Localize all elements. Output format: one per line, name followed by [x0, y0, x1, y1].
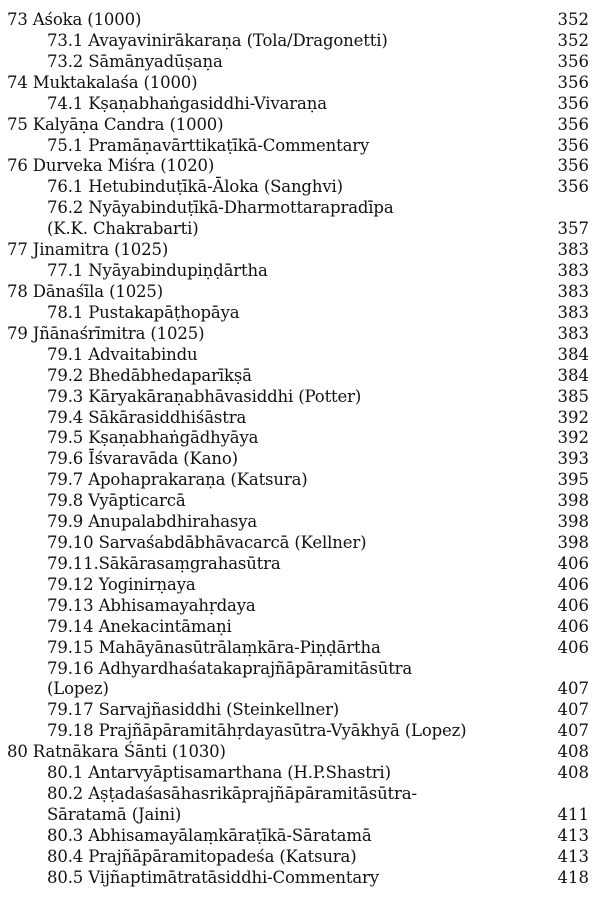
toc-entry	[0, 260, 600, 281]
toc-page-number: 384	[557, 365, 589, 385]
toc-title: 73 Aśoka (1000)	[7, 10, 142, 29]
toc-entry	[0, 135, 600, 156]
toc-entry	[0, 553, 600, 574]
toc-title: 79 Jñānaśrīmitra (1025)	[7, 323, 205, 343]
toc-entry	[0, 51, 600, 72]
toc-title: 79.3 Kāryakāraṇabhāvasiddhi (Potter)	[47, 386, 362, 406]
toc-page-number: 406	[557, 595, 589, 615]
toc-title: 77.1 Nyāyabindupiṇḍārtha	[47, 261, 268, 280]
toc-entry	[0, 699, 600, 720]
toc-chapter	[0, 239, 600, 260]
toc-page-number: 392	[557, 428, 589, 448]
toc-page-number: 392	[557, 407, 589, 427]
toc-entry	[0, 804, 600, 825]
toc-title: 73.1 Avayavinirākaraṇa (Tola/Dragonetti)	[47, 30, 388, 50]
toc-title: 79.11.Sākārasaṃgrahasūtra	[47, 553, 281, 573]
toc-page-number: 413	[557, 846, 589, 866]
toc-chapter	[0, 281, 600, 302]
toc-title: 76 Durveka Miśra (1020)	[7, 156, 215, 176]
toc-title: 79.12 Yoginirṇaya	[47, 574, 196, 594]
toc-title: 78.1 Pustakapāṭhopāya	[47, 302, 240, 322]
toc-page-number: 383	[557, 261, 589, 280]
toc-page-number: 407	[557, 679, 589, 699]
toc-entry	[0, 176, 600, 197]
toc-page-number: 383	[557, 323, 589, 343]
toc-title: 79.8 Vyāpticarcā	[47, 491, 186, 511]
toc-title: 80.1 Antarvyāptisamarthana (H.P.Shastri)	[47, 763, 391, 783]
toc-page-number: 398	[557, 491, 589, 511]
toc-page-number: 393	[557, 449, 589, 469]
toc-title: 80.2 Aṣṭadaśasāhasrikāprajñāpāramitāsūtra-	[47, 784, 417, 803]
toc-page-number: 406	[557, 574, 589, 594]
toc-entry	[0, 427, 600, 448]
toc-entry	[0, 30, 600, 51]
toc-page-number: 384	[557, 344, 589, 364]
toc-entry	[0, 720, 600, 741]
toc-page-number: 407	[557, 700, 589, 720]
toc-page-number: 356	[557, 156, 589, 176]
toc-entry	[0, 595, 600, 616]
toc-page-number: 356	[557, 51, 589, 71]
toc-title: 79.14 Anekacintāmaṇi	[47, 616, 232, 636]
toc-page-number: 407	[557, 721, 589, 741]
toc-entry	[0, 365, 600, 386]
toc-page-number: 356	[557, 114, 589, 134]
toc-entry	[0, 846, 600, 867]
toc-chapter	[0, 323, 600, 344]
toc-entry	[0, 469, 600, 490]
toc-entry	[0, 302, 600, 323]
toc-entry	[0, 407, 600, 428]
toc-title: 79.18 Prajñāpāramitāhṛdayasūtra-Vyākhyā (Lopez)	[47, 721, 467, 741]
toc-title: 80.5 Vijñaptimātratāsiddhi-Commentary	[47, 867, 379, 887]
toc-title: 79.7 Apohaprakaraṇa (Katsura)	[47, 470, 308, 490]
toc-page-number: 398	[557, 533, 589, 552]
toc-entry	[0, 386, 600, 407]
toc-title: 79.15 Mahāyānasūtrālaṃkāra-Piṇḍārtha	[47, 637, 381, 657]
toc-entry	[0, 532, 600, 553]
toc-title: 79.9 Anupalabdhirahasya	[47, 512, 258, 532]
toc-entry	[0, 344, 600, 365]
toc-title: 74 Muktakalaśa (1000)	[7, 72, 198, 92]
toc-page-number: 385	[557, 386, 589, 406]
toc-title: 79.10 Sarvaśabdābhāvacarcā (Kellner)	[47, 533, 367, 552]
toc-title: 79.13 Abhisamayahṛdaya	[47, 595, 256, 615]
toc-page-number: 383	[557, 282, 589, 301]
toc-title: 79.17 Sarvajñasiddhi (Steinkellner)	[47, 700, 340, 720]
toc-page-number: 356	[557, 177, 589, 197]
toc-entry	[0, 574, 600, 595]
toc-title: 79.16 Adhyardhaśatakaprajñāpāramitāsūtra	[47, 658, 413, 678]
toc-title: 78 Dānaśīla (1025)	[7, 282, 164, 301]
toc-title: 80 Ratnākara Śānti (1030)	[7, 742, 226, 762]
toc-page-number: 356	[557, 135, 589, 155]
toc-entry	[0, 218, 600, 239]
toc-page-number: 408	[557, 763, 589, 783]
toc-entry	[0, 825, 600, 846]
toc-chapter	[0, 155, 600, 176]
toc-entry	[0, 637, 600, 658]
toc-title: 77 Jinamitra (1025)	[7, 240, 169, 260]
toc-title: 79.5 Kṣaṇabhaṅgādhyāya	[47, 428, 259, 448]
toc-page-number: 356	[557, 93, 589, 113]
toc-title: 79.6 Īśvaravāda (Kano)	[47, 449, 238, 469]
toc-page-number: 383	[557, 240, 589, 260]
toc-page-number: 352	[557, 30, 589, 50]
toc-title: 80.4 Prajñāpāramitopadeśa (Katsura)	[47, 846, 357, 866]
toc-title: (Lopez)	[47, 679, 109, 699]
toc-chapter	[0, 9, 600, 30]
toc-entry	[0, 448, 600, 469]
toc-title: 79.2 Bhedābhedaparīkṣā	[47, 365, 252, 385]
toc-entry	[0, 616, 600, 637]
toc-page-number: 383	[557, 302, 589, 322]
toc-page-number: 418	[557, 867, 589, 887]
toc-title: 73.2 Sāmānyadūṣaṇa	[47, 51, 223, 71]
toc-chapter	[0, 72, 600, 93]
toc-title: 79.4 Sākārasiddhiśāstra	[47, 407, 247, 427]
toc-title: 76.2 Nyāyabinduṭīkā-Dharmottarapradīpa	[47, 198, 394, 218]
toc-page-number: 357	[557, 219, 589, 239]
toc-page-number: 352	[557, 10, 589, 29]
toc-page-number: 395	[557, 470, 589, 490]
toc-page-number: 408	[557, 742, 589, 762]
toc-page-number: 413	[557, 825, 589, 845]
toc-chapter	[0, 114, 600, 135]
toc-page-number: 356	[557, 72, 589, 92]
toc-title: 80.3 Abhisamayālaṃkāraṭīkā-Sāratamā	[47, 825, 372, 845]
toc-entry	[0, 490, 600, 511]
toc-title: 74.1 Kṣaṇabhaṅgasiddhi-Vivaraṇa	[47, 93, 327, 113]
toc-entry	[0, 197, 600, 218]
toc-title: 75 Kalyāṇa Candra (1000)	[7, 114, 224, 134]
toc-entry	[0, 658, 600, 679]
toc-title: 75.1 Pramāṇavārttikaṭīkā-Commentary	[47, 135, 370, 155]
toc-entry	[0, 783, 600, 804]
toc-title: 76.1 Hetubinduṭīkā-Āloka (Sanghvi)	[47, 177, 343, 197]
toc-page-number: 406	[557, 616, 589, 636]
toc-entry	[0, 93, 600, 114]
toc-title: (K.K. Chakrabarti)	[47, 219, 199, 239]
toc-entry	[0, 511, 600, 532]
toc-page-number: 411	[557, 805, 589, 824]
toc-entry	[0, 678, 600, 699]
toc-title: Sāratamā (Jaini)	[47, 805, 182, 824]
toc-chapter	[0, 741, 600, 762]
toc-entry	[0, 867, 600, 888]
toc-title: 79.1 Advaitabindu	[47, 344, 198, 364]
toc-entry	[0, 762, 600, 783]
toc-page-number: 406	[557, 637, 589, 657]
toc-page-number: 406	[557, 553, 589, 573]
toc-page-number: 398	[557, 512, 589, 532]
